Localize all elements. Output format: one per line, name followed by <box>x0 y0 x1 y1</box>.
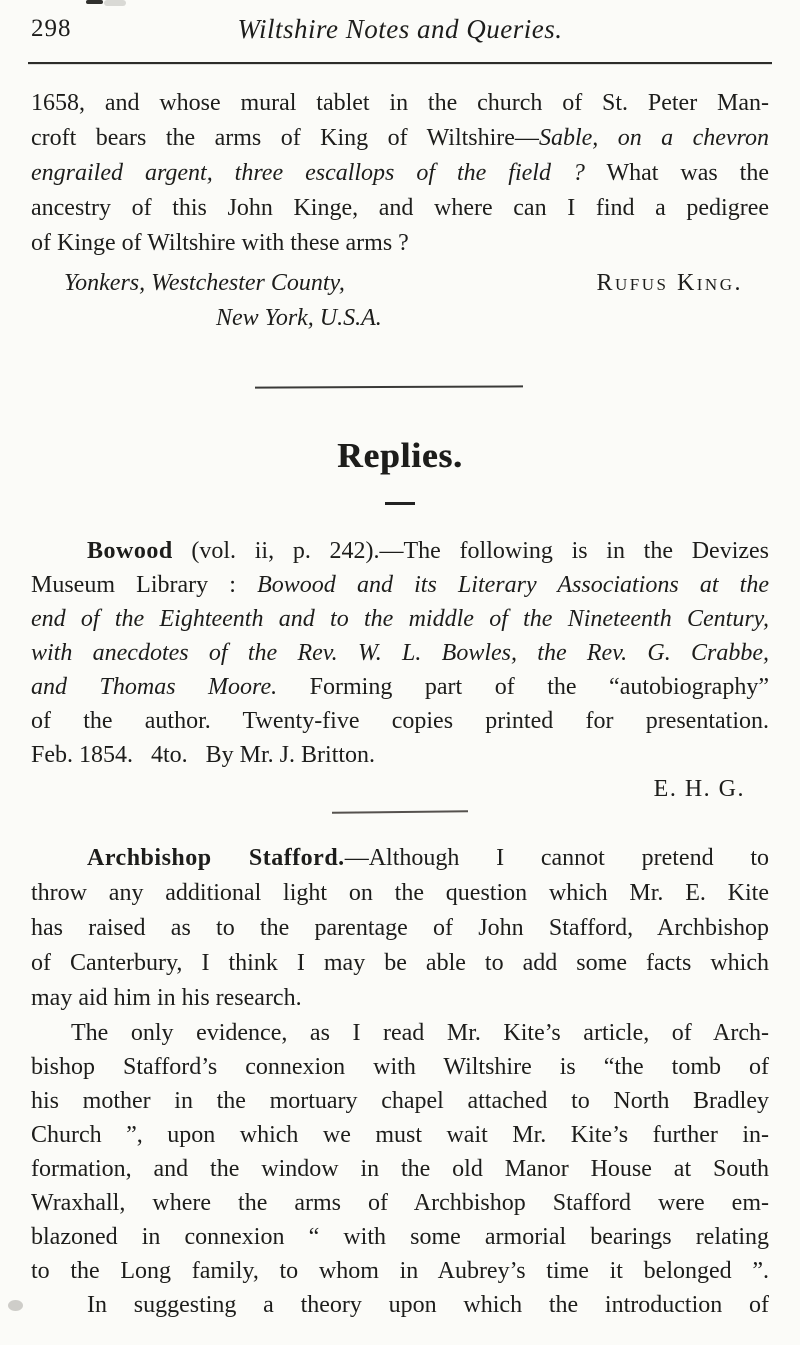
text-line: of Kinge of Wiltshire with these arms ? <box>31 230 409 256</box>
replies-dash <box>385 502 415 505</box>
text-line: his mother in the mortuary chapel attached to North Bradley <box>31 1088 769 1114</box>
reply-divider <box>332 810 468 813</box>
text-line: E. H. G. <box>653 776 745 802</box>
text-line: ancestry of this John Kinge, and where can I find a pedigree <box>31 195 769 221</box>
reply-archbishop-2 <box>31 1016 769 1288</box>
text-line: 1658, and whose mural tablet in the church of St. Peter Man- <box>31 90 769 116</box>
reply-archbishop-1 <box>31 841 769 1016</box>
header-rule <box>28 62 772 64</box>
text-line: and Thomas Moore. Forming part of the “autobiography” <box>31 674 769 700</box>
replies-heading: Replies. <box>337 436 463 475</box>
reply-archbishop-3 <box>31 1288 769 1323</box>
section-divider <box>255 385 523 388</box>
signature-name: Rufus King. <box>596 270 743 296</box>
signature-place-2: New York, U.S.A. <box>216 305 382 331</box>
text-line: bishop Stafford’s connexion with Wiltshire is “the tomb of <box>31 1054 769 1080</box>
text-line: Feb. 1854. 4to. By Mr. J. Britton. <box>31 742 376 768</box>
text-line: The only evidence, as I read Mr. Kite’s article, of Arch- <box>71 1020 769 1046</box>
page-number: 298 <box>31 15 72 42</box>
text-line: croft bears the arms of King of Wiltshire—Sable, on a chevron <box>31 125 769 151</box>
text-line: end of the Eighteenth and to the middle of the Nineteenth Century, <box>31 606 769 632</box>
text-line: of the author. Twenty-five copies printed for presentation. <box>31 708 769 734</box>
running-title: Wiltshire Notes and Queries. <box>237 14 563 44</box>
reply-bowood <box>31 534 769 772</box>
text-line: of Canterbury, I think I may be able to add some facts which <box>31 950 769 976</box>
query-continuation <box>31 86 769 261</box>
text-line: Museum Library : Bowood and its Literary Associations at the <box>31 572 769 598</box>
page-header <box>0 0 800 60</box>
text-line: Bowood (vol. ii, p. 242).—The following is in the Devizes <box>87 538 769 564</box>
text-line: throw any additional light on the question which Mr. E. Kite <box>31 880 769 906</box>
text-line: may aid him in his research. <box>31 985 302 1011</box>
text-line: formation, and the window in the old Manor House at South <box>31 1156 769 1182</box>
text-line: Archbishop Stafford.—Although I cannot pretend to <box>87 845 769 871</box>
text-line: to the Long family, to whom in Aubrey’s time it belonged ”. <box>31 1258 769 1284</box>
content-blocks <box>0 86 800 1323</box>
bowood-signature <box>31 772 769 807</box>
text-line: Church ”, upon which we must wait Mr. Kite’s further in- <box>31 1122 769 1148</box>
scan-artifact-bottom <box>8 1300 23 1311</box>
text-line: has raised as to the parentage of John Stafford, Archbishop <box>31 915 769 941</box>
text-line: blazoned in connexion “ with some armorial bearings relating <box>31 1224 769 1250</box>
text-line: Wraxhall, where the arms of Archbishop Stafford were em- <box>31 1190 769 1216</box>
query-signature <box>31 266 769 336</box>
signature-place: Yonkers, Westchester County, <box>64 270 345 296</box>
text-line: with anecdotes of the Rev. W. L. Bowles, the Rev. G. Crabbe, <box>31 640 769 666</box>
text-line: In suggesting a theory upon which the introduction of <box>87 1292 769 1318</box>
text-line: engrailed argent, three escallops of the field ? What was the <box>31 160 770 186</box>
